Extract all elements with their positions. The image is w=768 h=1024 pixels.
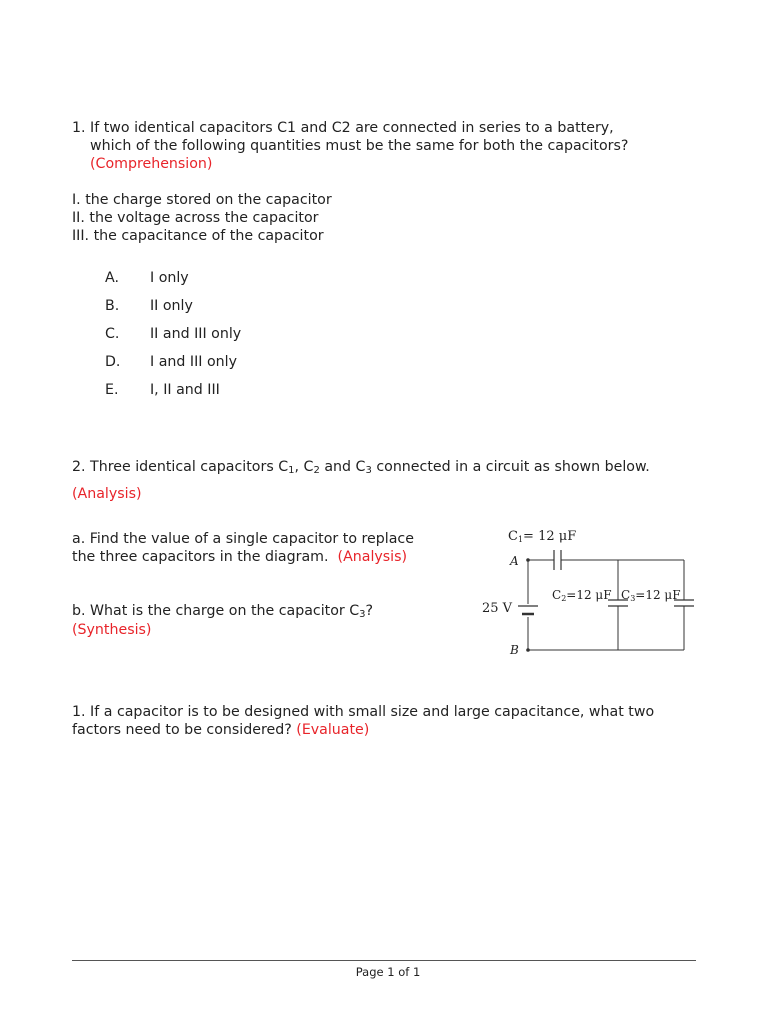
q2a-line1: a. Find the value of a single capacitor to replace [72,531,414,547]
node-a-dot [526,558,530,562]
q1-statement-2: II. the voltage across the capacitor [72,210,319,226]
option-letter: D. [105,354,121,370]
node-a-label: A [510,554,519,568]
q2-sub3: 3 [365,465,372,476]
node-b-label: B [510,643,519,657]
c3-label-group [621,588,681,603]
c1-label: C [508,529,518,544]
q2-sub2: 2 [313,465,320,476]
q2b-end: ? [365,603,374,619]
c2-sub: 2 [561,594,567,603]
q3-line2 [72,721,369,739]
option-letter: C. [105,326,120,342]
q2-sub1: 1 [288,465,295,476]
q1-statement-1: I. the charge stored on the capacitor [72,192,332,208]
option-letter: B. [105,298,120,314]
option-text: II and III only [150,326,242,342]
q2-stem-part3: and C [319,459,366,475]
option-text: I only [150,270,189,286]
option-letter: A. [105,270,119,286]
q2-stem [72,458,650,476]
q1-line2: which of the following quantities must be the same for both the capacitors? [90,138,629,154]
option-text: I, II and III [150,382,220,398]
q1-line1: 1. If two identical capacitors C1 and C2 are connected in series to a battery, [72,120,614,136]
c1-sub: 1 [517,535,524,544]
c2-label: C [552,588,562,602]
c3-value: =12 μF [635,588,681,602]
voltage-label: 25 V [482,601,513,616]
q2a-tag: (Analysis) [337,549,408,565]
c2-value: =12 μF [566,588,612,602]
option-text: II only [150,298,193,314]
q2-stem-part2: , C [294,459,314,475]
node-b-dot [526,648,530,652]
q2a-line2-text: the three capacitors in the diagram. [72,549,329,565]
q3-line1: 1. If a capacitor is to be designed with small size and large capacitance, what two [72,704,655,720]
option-letter: E. [105,382,119,398]
c3-label: C [621,588,631,602]
q1-tag: (Comprehension) [90,156,213,172]
page-number: Page 1 of 1 [355,965,421,979]
c1-label-group [508,529,576,544]
q2b-sub: 3 [359,609,366,620]
q2-tag: (Analysis) [72,486,142,502]
c1-value: = 12 μF [523,529,577,544]
q2b-text: b. What is the charge on the capacitor C [72,603,360,619]
q2-stem-part1: 2. Three identical capacitors C [72,459,289,475]
q2b-line1 [72,602,373,620]
q2b-tag: (Synthesis) [72,622,152,638]
q1-statement-3: III. the capacitance of the capacitor [72,228,324,244]
q2a-line2 [72,548,407,566]
q2-stem-part4: connected in a circuit as shown below. [371,459,650,475]
c3-sub: 3 [630,594,636,603]
circuit-diagram [470,522,700,660]
option-text: I and III only [150,354,237,370]
q3-line2-text: factors need to be considered? [72,722,292,738]
c2-label-group [552,588,612,603]
q3-tag: (Evaluate) [296,722,370,738]
footer-divider [72,960,696,961]
